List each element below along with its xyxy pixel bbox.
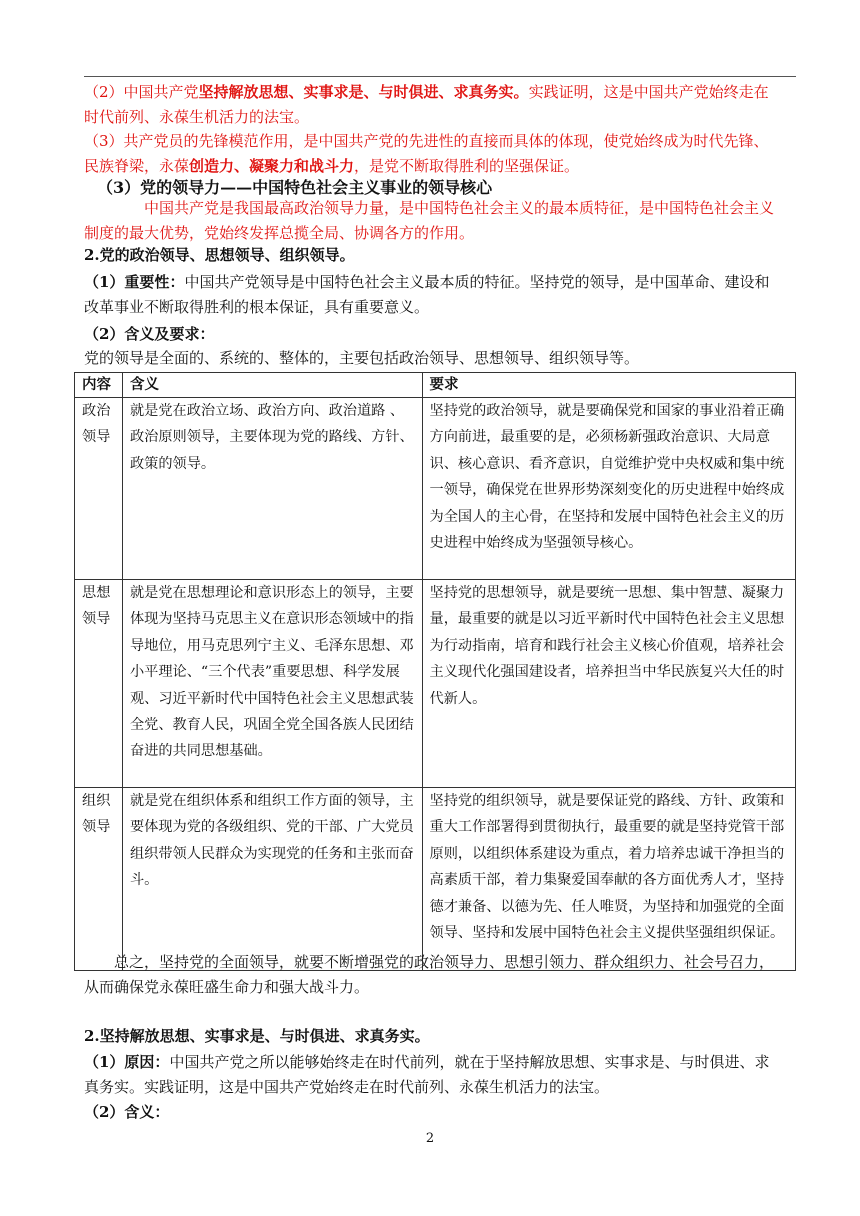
section-3-body-line1: 中国共产党是我国最高政治领导力量，是中国特色社会主义的最本质特征，是中国特色社会主义: [144, 199, 775, 217]
truth-heading: 2.坚持解放思想、实事求是、与时俱进、求真务实。: [84, 1027, 430, 1045]
leadership-intro: 党的领导是全面的、系统的、整体的，主要包括政治领导、思想领导、组织领导等。: [84, 349, 640, 367]
leadership-table: [74, 372, 796, 971]
section-3-heading: （3）党的领导力——中国特色社会主义事业的领导核心: [97, 178, 493, 197]
reason-label: （1）原因：: [84, 1053, 170, 1071]
red-paragraph-3: [84, 129, 804, 178]
p2-line2: 时代前列、永葆生机活力的法宝。: [84, 107, 310, 126]
summary-line1: 总之，坚持党的全面领导，就要不断增强党的政治领导力、思想引领力、群众组织力、社会号召力，: [114, 953, 775, 971]
reason-line1: 中国共产党之所以能够始终走在时代前列，就在于坚持解放思想、实事求是、与时俱进、求: [169, 1053, 770, 1071]
summary-paragraph: [84, 950, 804, 999]
p2-bold: 坚持解放思想、实事求是、与时俱进、求真务实。: [198, 83, 529, 101]
importance-line1: 中国共产党领导是中国特色社会主义最本质的特征。坚持党的领导，是中国革命、建设和: [184, 273, 770, 291]
section-3-body: [84, 196, 804, 245]
summary-line2: 从而确保党永葆旺盛生命力和强大战斗力。: [84, 977, 370, 996]
row-requirement: 坚持党的组织领导，就是要保证党的路线、方针、政策和重大工作部署得到贯彻执行，最重要的就是坚持党管干部原则，以组织体系建设为重点，着力培养忠诚干净担当的高素质干部，着力集聚爱国奉献的各方面优秀人才，坚持德才兼备、以德为先、任人唯贤，为坚持和加强党的全面领导、坚持和发展中国特色社会主义提供坚强组织保证。: [422, 788, 795, 971]
table-header-meaning: 含义: [122, 373, 422, 398]
row-meaning: 就是党在思想理论和意识形态上的领导，主要体现为坚持马克思主义在意识形态领域中的指导地位，用马克思列宁主义、毛泽东思想、邓小平理论、“三个代表”重要思想、科学发展观、习近平新时代中国特色社会主义思想武装全党、教育人民，巩固全党全国各族人民团结奋进的共同思想基础。: [122, 580, 422, 788]
p3-line1: （3）共产党员的先锋模范作用，是中国共产党的先进性的直接而具体的体现，使党始终成为时代先锋、: [84, 132, 769, 150]
row-requirement: 坚持党的思想领导，就是要统一思想、集中智慧、凝聚力量，最重要的就是以习近平新时代中国特色社会主义思想为行动指南，培育和践行社会主义核心价值观，培养社会主义现代化强国建设者，培养担当中华民族复兴大任的时代新人。: [422, 580, 795, 788]
table-header-row: [75, 373, 796, 398]
section-3-body-line2: 制度的最大优势，党始终发挥总揽全局、协调各方的作用。: [84, 223, 475, 242]
p3-line2a: 民族脊梁，永葆: [84, 156, 190, 175]
header-rule: [84, 76, 796, 77]
table-row: [75, 788, 796, 971]
p3-bold: 创造力、凝聚力和战斗力: [189, 156, 355, 175]
row-requirement: 坚持党的政治领导，就是要确保党和国家的事业沿着正确方向前进，最重要的是，必须杨新强政治意识、大局意识、核心意识、看齐意识，自觉维护党中央权威和集中统一领导，确保党在世界形势深刻变化的历史进程中始终成为全国人的主心骨，在坚持和发展中国特色社会主义的历史进程中始终成为坚强领导核心。: [422, 398, 795, 580]
importance-label: （1）重要性：: [84, 273, 185, 291]
p2-rest: 实践证明，这是中国共产党始终走在: [528, 83, 769, 101]
row-meaning: 就是党在组织体系和组织工作方面的领导，主要体现为党的各级组织、党的干部、广大党员组织带领人民群众为实现党的任务和主张而奋斗。: [122, 788, 422, 971]
row-label: 组织 领导: [75, 788, 123, 971]
table-row: [75, 580, 796, 788]
importance-line2: 改革事业不断取得胜利的根本保证，具有重要意义。: [84, 297, 430, 316]
reason-line2: 真务实。实践证明，这是中国共产党始终走在时代前列、永葆生机活力的法宝。: [84, 1077, 610, 1096]
row-meaning: 就是党在政治立场、政治方向、政治道路 、政治原则领导，主要体现为党的路线、方针、政策的领导。: [122, 398, 422, 580]
truth-meaning-label: （2）含义：: [84, 1103, 170, 1121]
red-paragraph-2: [84, 80, 804, 129]
row-label: 思想 领导: [75, 580, 123, 788]
leadership-heading: 2.党的政治领导、思想领导、组织领导。: [84, 246, 355, 264]
table-row: [75, 398, 796, 580]
meaning-label: （2）含义及要求：: [84, 325, 215, 343]
p3-line2b: ，是党不断取得胜利的坚强保证。: [354, 156, 580, 175]
row-label: 政治 领导: [75, 398, 123, 580]
reason-paragraph: [84, 1050, 804, 1099]
page-number: 2: [425, 1131, 435, 1146]
p2-prefix: （2）中国共产党: [84, 83, 199, 101]
importance-paragraph: [84, 270, 804, 319]
table-header-content: 内容: [75, 373, 123, 398]
table-header-requirement: 要求: [422, 373, 795, 398]
